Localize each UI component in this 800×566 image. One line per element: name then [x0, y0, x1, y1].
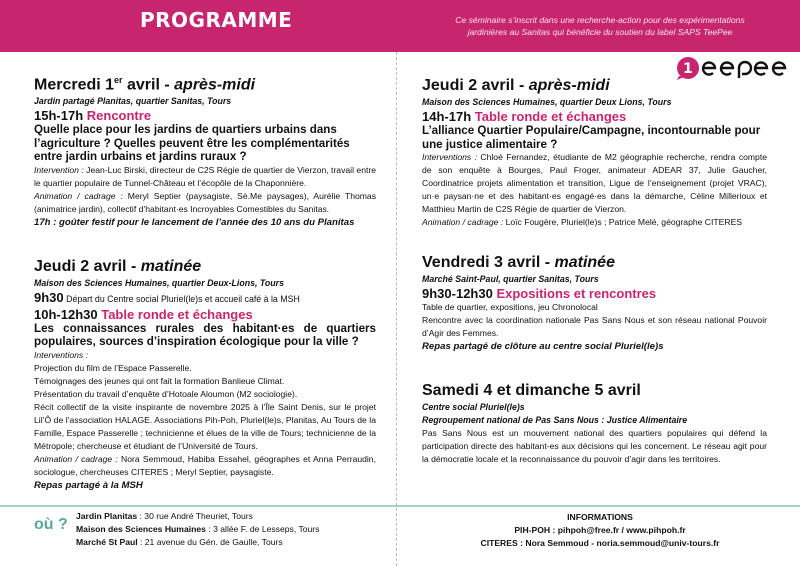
interventions-label: Interventions :: [34, 349, 88, 360]
session-friday: [422, 253, 767, 353]
time-slot: 9h30-12h30 Expositions et rencontres: [422, 286, 657, 301]
time-slot: 14h-17h Table ronde et échanges: [422, 109, 627, 124]
header-subtitle-line1: Ce séminaire s’inscrit dans une recherche-action pour des expérimentations: [455, 15, 745, 25]
animation-text: Animation / cadrage : Meryl Septier (paysagiste, Sè.Me paysages), Aurélie Thomas (animatrice jardin), collectif d’habitant·es Incroyables Comestibles du Sanitas.: [34, 190, 376, 214]
animation-text: Animation / cadrage : Loïc Fougère, Pluriel(le)s ; Patrice Melé, géographe CITERES: [422, 217, 743, 227]
address-list: [76, 510, 319, 549]
intervention-item: Témoignages des jeunes qui ont fait la formation Banlieue Climat.: [34, 375, 285, 386]
intervention-item: Projection du film de l’Espace Passerelle.: [34, 362, 192, 373]
intervention-item: Récit collectif de la visite inspirante de novembre 2025 à l’Île Saint Denis, sur le projet Lil’Ô de l’association HALAGE. Associations Pih-Poh, Pluriel(le)s, Planitas, Au Tours de la Famille, Espace Passerelle ; technicienne et élues de la ville de Tours; technicienne de la Métropole; chercheuse et étudiant de l’Université de Tours.: [34, 401, 376, 451]
right-column: [422, 76, 767, 466]
day-heading: Jeudi 2 avril - après-midi: [422, 77, 610, 94]
session-weekend: [422, 381, 767, 466]
left-column: [34, 70, 376, 492]
activity-text: Rencontre avec la coordination nationale Pas Sans Nous et son réseau national Pouvoir d’Agir des Femmes.: [422, 315, 767, 338]
header-banner: [0, 0, 800, 52]
svg-text:1: 1: [683, 61, 693, 77]
time-slot: 10h-12h30 Table ronde et échanges: [34, 306, 253, 322]
info-contact-pihpoh[interactable]: PIH-POH : pihpoh@free.fr / www.pihpoh.fr: [514, 525, 686, 535]
intervention-item: Présentation du travail d’enquête d’Hotoale Aloumon (M2 sociologie).: [34, 388, 298, 399]
activity-text: Table de quartier, expositions, jeu Chronolocal: [422, 302, 598, 312]
closing-event: Repas partagé de clôture au centre social Pluriel(le)s: [422, 341, 664, 352]
closing-event: Repas partagé à la MSH: [34, 479, 143, 491]
session-question: L’alliance Quartier Populaire/Campagne, incontournable pour une justice alimentaire ?: [422, 124, 761, 151]
day-heading: Jeudi 2 avril - matinée: [34, 257, 202, 275]
header-subtitle: [430, 14, 770, 38]
interventions-text: Interventions : Chloé Fernandez, étudiante de M2 géographie recherche, rendra compte de son enquête à Bourges, Paul Froger, animateur ADEAR 37, Julie Gaucher, Coordinatrice projets alimentation et transition, Ligue de l’enseignement (projet VRAC), un·e paysan·ne et des habitant·es engagé·es dans la démarche, Céline Millerioux et Matthieu Martin de C2S Régie de quartier de Vierzon.: [422, 152, 768, 214]
intervention-text: Intervention : Jean-Luc Birski, directeur de C2S Régie de quartier de Vierzon, travail entre le quartier populaire de Tunnel-Château et l’écopôle de la Chaponnière.: [34, 164, 376, 188]
time-slot: 9h30 Départ du Centre social Pluriel(le)s et accueil café à la MSH: [34, 289, 300, 305]
session-thursday-morning: [34, 257, 376, 492]
animation-text: Animation / cadrage : Nora Semmoud, Habiba Essahel, géographes et Anna Perraudin, sociologue, chercheuses CITERES ; Meryl Septier, paysagiste.: [34, 453, 376, 477]
session-wednesday: [34, 70, 376, 229]
venue: Marché Saint-Paul, quartier Sanitas, Tours: [422, 274, 599, 284]
header-subtitle-line2: jardinières au Sanitas qui bénéficie du soutien du label SAPS TeePee: [467, 27, 733, 37]
info-contact-citeres[interactable]: CITERES : Nora Semmoud - noria.semmoud@univ-tours.fr: [480, 538, 720, 548]
address-item: Marché St Paul : 21 avenue du Gén. de Gaulle, Tours: [76, 537, 283, 547]
time-slot: 15h-17h Rencontre: [34, 108, 152, 124]
footer-divider: [0, 505, 800, 507]
description-text: Pas Sans Nous est un mouvement national des quartiers populaires qui défend la participation directe des habitant-es aux décisions qui les concernent. Le réseau agit pour la démocratie locale et la reconnaissance du pouvoir d’agir dans les territoires.: [422, 428, 767, 464]
where-label: où ?: [34, 516, 68, 533]
venue: Maison des Sciences Humaines, quartier Deux-Lions, Tours: [34, 277, 284, 288]
venue: Centre social Pluriel(le)s: [422, 402, 525, 412]
session-question: Les connaissances rurales des habitant·es de quartiers populaires, sources d’inspiration écologique pour la ville ?: [34, 321, 376, 349]
address-item: Maison des Sciences Humaines : 3 allée F. de Lesseps, Tours: [76, 524, 320, 534]
address-item: Jardin Planitas : 30 rue André Theuriet, Tours: [76, 511, 253, 521]
column-divider: [396, 52, 397, 566]
information-block: [420, 511, 780, 550]
info-title: INFORMATIONS: [567, 512, 633, 522]
page-title: PROGRAMME: [140, 8, 293, 32]
venue: Maison des Sciences Humaines, quartier Deux Lions, Tours: [422, 97, 672, 107]
session-question: Quelle place pour les jardins de quartiers urbains dans l’agriculture ? Quelles peuvent être les complémentarités entre jardin urbains et jardins ruraux ?: [34, 123, 350, 164]
closing-event: 17h : goûter festif pour le lancement de l’année des 10 ans du Planitas: [34, 216, 355, 228]
session-thursday-afternoon: [422, 76, 767, 229]
day-heading: Vendredi 3 avril - matinée: [422, 254, 615, 271]
day-heading: Mercredi 1er avril - après-midi: [34, 75, 256, 94]
session-subtitle: Regroupement national de Pas Sans Nous : Justice Alimentaire: [422, 415, 688, 425]
venue: Jardin partagé Planitas, quartier Sanitas, Tours: [34, 96, 232, 107]
day-heading: Samedi 4 et dimanche 5 avril: [422, 382, 641, 399]
